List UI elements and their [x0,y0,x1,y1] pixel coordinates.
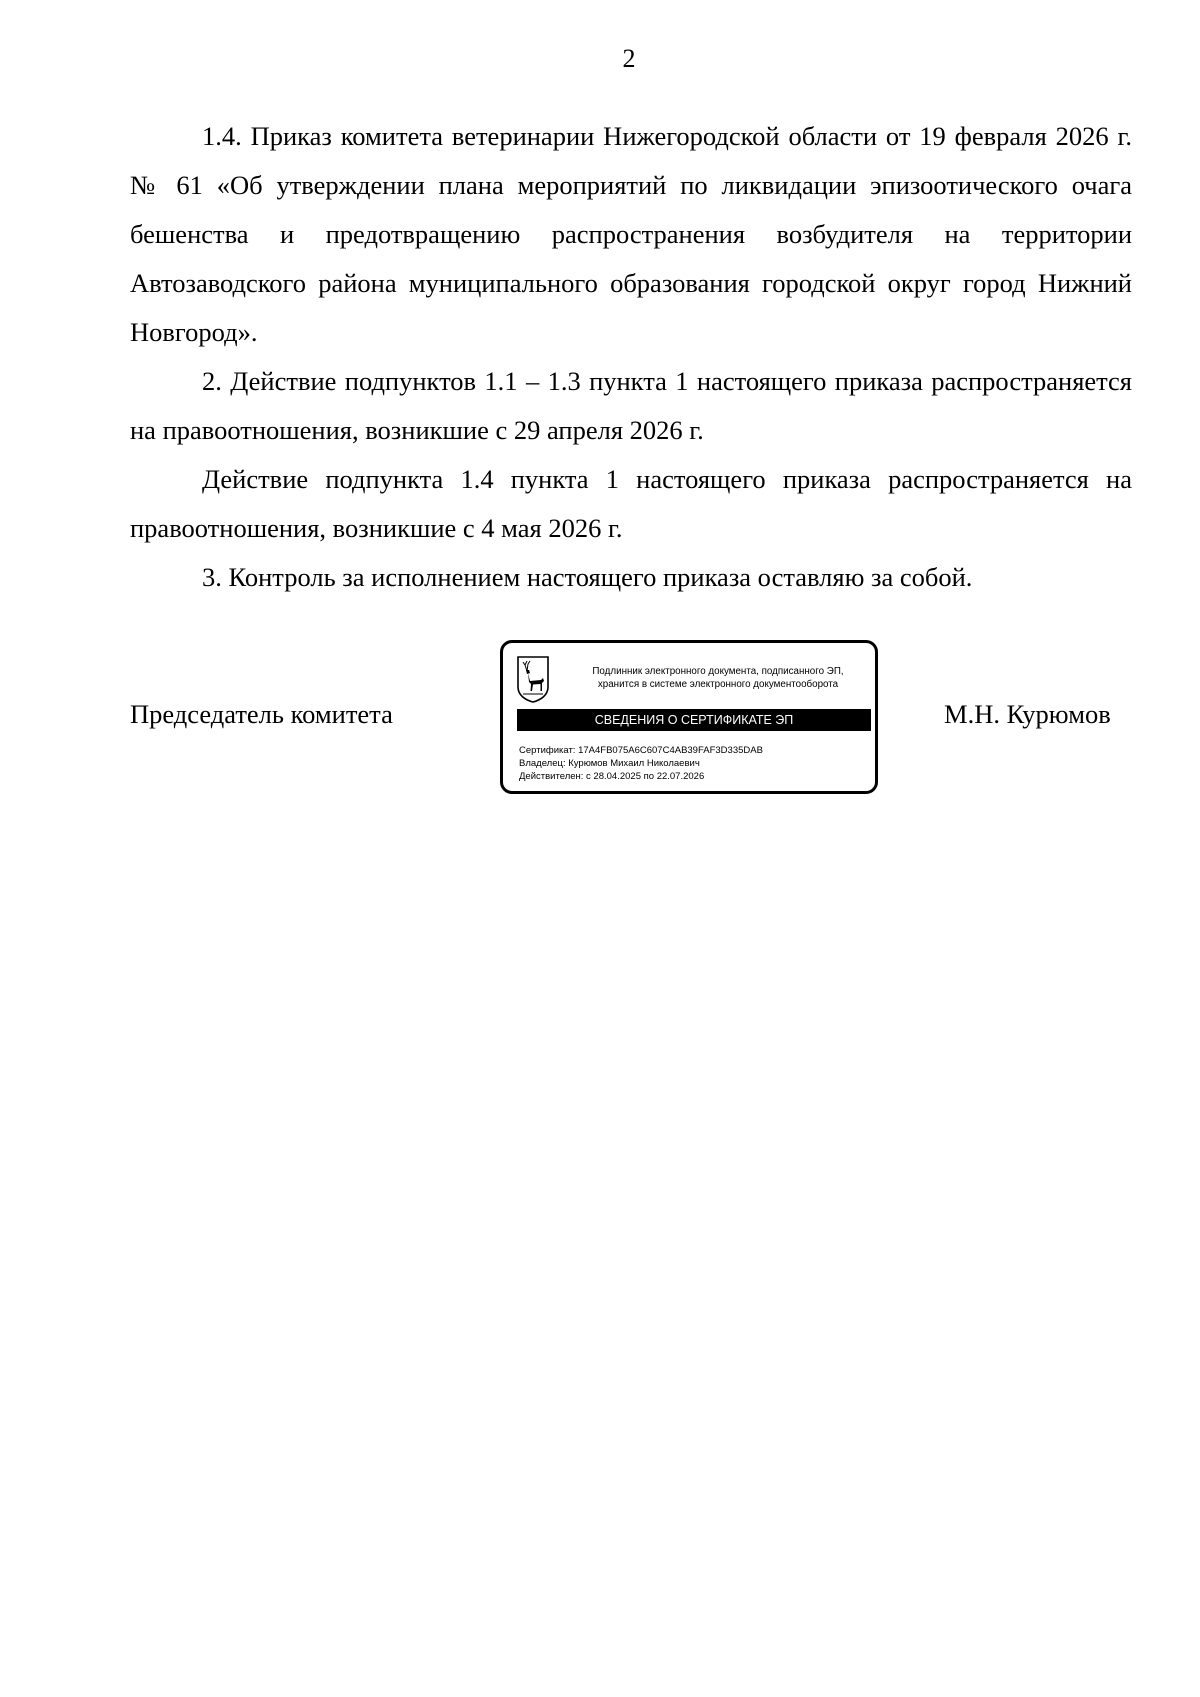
stamp-header-line-2: хранится в системе электронного документооборота [597,679,839,690]
signatory-name: М.Н. Курюмов [944,699,1111,729]
paragraph-3: 3. Контроль за исполнением настоящего приказа оставляю за собой. [202,562,973,592]
paragraph-2-continued: Действие подпункта 1.4 пункта 1 настоящего приказа распространяется на правоотношения, возникшие с 4 мая 2026 г. [130,464,1132,543]
validity-value: с 28.04.2025 по 22.07.2026 [586,771,705,782]
owner-row [519,757,869,770]
certificate-value: 17A4FB075A6C607C4AB39FAF3D335DAB [578,745,763,756]
owner-label: Владелец: [519,758,566,769]
deer-emblem-icon [515,655,551,703]
page-number: 2 [622,44,636,73]
document-body [130,112,1132,602]
paragraph-2: 2. Действие подпунктов 1.1 – 1.3 пункта 1 настоящего приказа распространяется на правоотношения, возникшие с 29 апреля 2026 г. [130,366,1132,445]
stamp-header-line-1: Подлинник электронного документа, подписанного ЭП, [592,666,844,677]
stamp-header [563,665,873,691]
electronic-signature-stamp [500,640,878,794]
validity-label: Действителен: [519,771,584,782]
owner-value: Курюмов Михаил Николаевич [568,758,700,769]
signatory-position: Председатель комитета [130,699,393,729]
validity-row [519,770,869,783]
paragraph-1-4: 1.4. Приказ комитета ветеринарии Нижегородской области от 19 февраля 2026 г. № 61 «Об утверждении плана мероприятий по ликвидации эпизоотического очага бешенства и предотвращению распространения возбудителя на территории Автозаводского района муниципального образования городской округ город Нижний Новгород». [130,121,1132,347]
certificate-row [519,744,869,757]
signature-block [0,640,1200,800]
certificate-details [519,744,869,783]
stamp-title-bar: СВЕДЕНИЯ О СЕРТИФИКАТЕ ЭП [517,709,871,731]
certificate-label: Сертификат: [519,745,576,756]
